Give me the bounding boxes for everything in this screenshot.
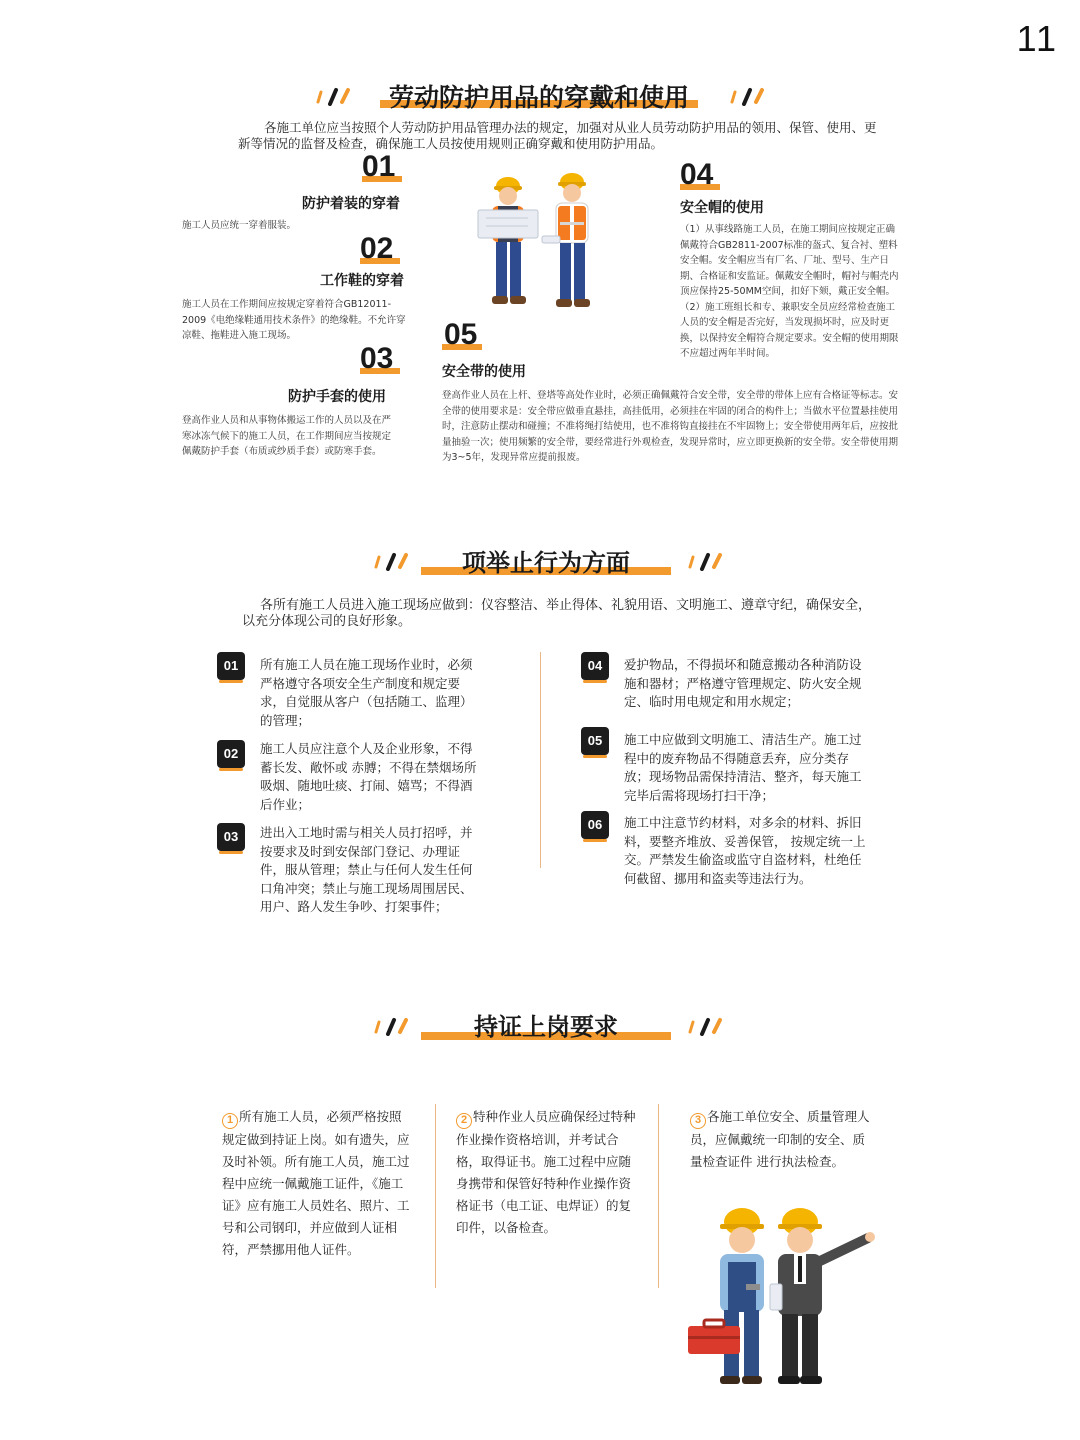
cert-item [690,1106,870,1173]
item-heading: 防护手套的使用 [288,389,386,405]
cert-item-text: 特种作业人员应确保经过特种作业操作资格培训，并考试合格，取得证书。施工过程中应随身携带和保管好特种作业操作资格证书（电工证、电焊证）的复印件，以备检查。 [456,1109,636,1235]
item-text: 登高作业人员和从事物体搬运工作的人员以及在严寒冰冻气候下的施工人员，在工作期间应当按规定佩戴防护手套（布质或纱质手套）或防寒手套。 [182,415,392,457]
item-number: 01 [362,150,396,183]
item-text: 施工人员应统一穿着服装。 [182,220,297,231]
rule-number-badge: 05 [581,727,609,755]
section-intro: 各施工单位应当按照个人劳动防护用品管理办法的规定，加强对从业人员劳动防护用品的领用、保管、使用、更新等情况的监督及检查，确保施工人员按使用规则正确穿戴和使用防护用品。 [238,120,877,151]
rule-number-badge: 02 [217,740,245,768]
slash-decoration-icon [726,86,770,106]
circled-number: 3 [690,1113,706,1129]
item-heading: 防护着装的穿着 [302,196,400,212]
column-divider [435,1104,436,1288]
rule-number-badge: 03 [217,823,245,851]
slash-decoration-icon [684,1016,728,1036]
section-title: 项举止行为方面 [462,549,630,577]
cert-item-text: 各施工单位安全、质量管理人员，应佩戴统一印制的安全、质量检查证件 进行执法检查。 [690,1109,870,1169]
section-intro: 各所有施工人员进入施工现场应做到：仪容整洁、举止得体、礼貌用语、文明施工、遵章守纪，确保安全，以充分体现公司的良好形象。 [242,598,872,629]
item-number: 04 [680,158,714,191]
item-number: 05 [444,318,478,351]
column-divider [658,1104,659,1288]
section-title: 持证上岗要求 [474,1013,618,1041]
cert-item-text: 所有施工人员，必须严格按照规定做到持证上岗。如有遗失，应及时补领。所有施工人员，施工过程中应统一佩戴施工证件，《施工证》应有施工人员姓名、照片、工号和公司钢印，并应做到人证相符，严禁挪用他人证件。 [222,1109,410,1257]
item-number: 03 [360,342,394,375]
page-number: 11 [1016,18,1058,59]
rule-number-badge: 04 [581,652,609,680]
slash-decoration-icon [312,86,356,106]
circled-number: 1 [222,1113,238,1129]
rule-text: 所有施工人员在施工现场作业时，必须严格遵守各项安全生产制度和规定要求，自觉服从客户（包括随工、监理）的管理； [260,657,473,728]
rule-text: 施工中注意节约材料，对多余的材料、拆旧料，要整齐堆放、妥善保管， 按规定统一上交。严禁发生偷盗或监守自盗材料，杜绝任何截留、挪用和盗卖等违法行为。 [624,815,866,886]
slash-decoration-icon [370,1016,414,1036]
workers-illustration-2 [684,1204,878,1388]
rule-text: 进出入工地时需与相关人员打招呼，并按要求及时到安保部门登记、办理证件，服从管理；禁止与任何人发生任何口角冲突；禁止与施工现场周围居民、用户、路人发生争吵、打架事件； [260,825,473,914]
item-text: （1）从事线路施工人员，在施工期间应按规定正确佩戴符合GB2811-2007标准的盔式、复合衬、塑料安全帽。安全帽应当有厂名、厂址、型号、生产日期、合格证和安监证。佩戴安全帽时，帽衬与帽壳内顶应保持25-50MM空间，扣好下颏，戴正安全帽。 （2）施工班组长和专、兼职安全员应经常检查施工人员的安全帽是否完好，当发现损坏时，应及时更换，以保持安全帽符合规定要求。安全帽的使用期限不应超过两年半时间。 [680,224,899,359]
item-heading: 安全帽的使用 [680,200,764,216]
item-number: 02 [360,232,394,265]
cert-item [222,1106,412,1261]
column-divider [540,652,541,868]
rule-text: 爱护物品，不得损坏和随意搬动各种消防设施和器材；严格遵守管理规定、防火安全规定、临时用电规定和用水规定； [624,657,862,709]
slash-decoration-icon [370,551,414,571]
circled-number: 2 [456,1113,472,1129]
item-text: 施工人员在工作期间应按规定穿着符合GB12011-2009《电绝缘鞋通用技术条件》的绝缘鞋。不允许穿凉鞋、拖鞋进入施工现场。 [182,299,406,341]
rule-text: 施工中应做到文明施工、清洁生产。施工过程中的废弃物品不得随意丢弃，应分类存放；现场物品需保持清洁、整齐，每天施工完毕后需将现场打扫干净； [624,732,862,803]
item-heading: 工作鞋的穿着 [320,273,404,289]
item-text: 登高作业人员在上杆、登塔等高处作业时，必须正确佩戴符合安全带，安全带的带体上应有合格证等标志。安全带的使用要求是：安全带应做垂直悬挂，高挂低用，必须挂在牢固的闭合的构件上；当做水平位置悬挂使用时，注意防止摆动和碰撞；不准将绳打结使用，也不准将钩直接挂在不牢固物上；安全带使用两年后，应按批量抽验一次；使用频繁的安全带，要经常进行外观检查，发现异常时，应立即更换新的安全带。安全带使用期为3~5年，发现异常应提前报废。 [442,390,899,463]
workers-illustration [470,168,620,313]
cert-item [456,1106,636,1239]
rule-number-badge: 01 [217,652,245,680]
rule-text: 施工人员应注意个人及企业形象，不得蓄长发、敞怀或 赤膊；不得在禁烟场所吸烟、随地吐痰、打闹、嬉骂；不得酒后作业； [260,741,477,812]
section-title: 劳动防护用品的穿戴和使用 [388,83,689,112]
item-heading: 安全带的使用 [442,364,526,380]
slash-decoration-icon [684,551,728,571]
rule-number-badge: 06 [581,811,609,839]
